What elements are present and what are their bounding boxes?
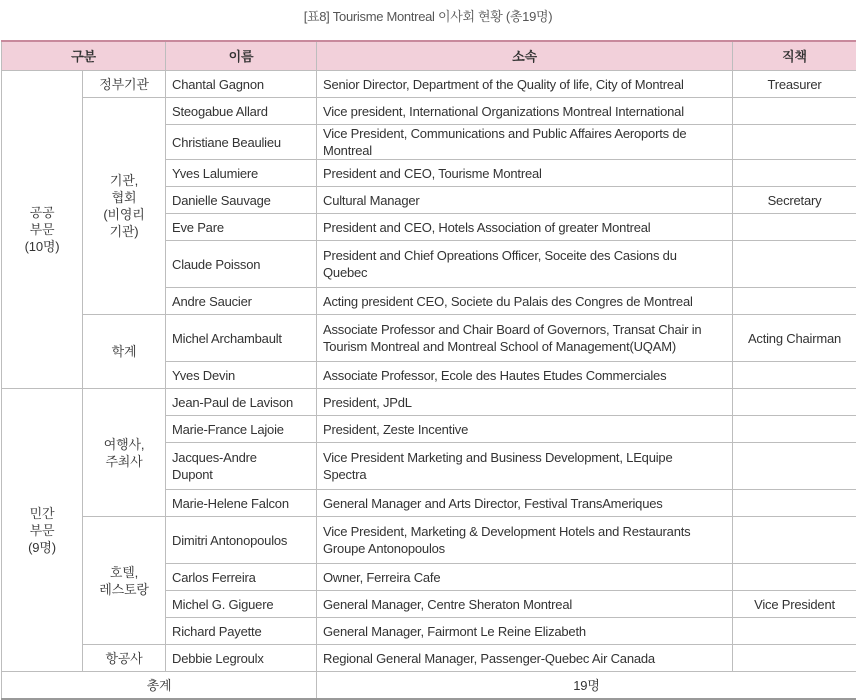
table-row	[2, 98, 856, 125]
table-row	[2, 315, 856, 362]
member-affiliation: General Manager, Centre Sheraton Montreal	[317, 591, 733, 618]
member-name: Chantal Gagnon	[166, 71, 317, 98]
table-row	[2, 645, 856, 672]
member-name: Marie-Helene Falcon	[166, 490, 317, 517]
member-position	[733, 98, 856, 125]
member-affiliation: General Manager and Arts Director, Festival TransAmeriques	[317, 490, 733, 517]
member-affiliation: President and CEO, Tourisme Montreal	[317, 160, 733, 187]
member-affiliation: Senior Director, Department of the Quality of life, City of Montreal	[317, 71, 733, 98]
member-affiliation: President, Zeste Incentive	[317, 416, 733, 443]
member-affiliation: Vice President Marketing and Business Development, LEquipe Spectra	[317, 443, 733, 490]
subgroup-government: 정부기관	[83, 71, 166, 98]
member-position: Treasurer	[733, 71, 856, 98]
subgroup-travel: 여행사, 주최사	[83, 389, 166, 517]
header-category: 구분	[2, 41, 166, 71]
header-affiliation: 소속	[317, 41, 733, 71]
member-name: Marie-France Lajoie	[166, 416, 317, 443]
subgroup-hotels: 호텔, 레스토랑	[83, 517, 166, 645]
member-position: Vice President	[733, 591, 856, 618]
member-name: Eve Pare	[166, 214, 317, 241]
header-name: 이름	[166, 41, 317, 71]
member-position	[733, 125, 856, 160]
total-label: 총계	[2, 672, 317, 700]
member-position	[733, 362, 856, 389]
member-affiliation: Cultural Manager	[317, 187, 733, 214]
member-position	[733, 645, 856, 672]
member-affiliation: Associate Professor and Chair Board of Governors, Transat Chair in Tourism Montreal and Montreal School of Management(UQAM)	[317, 315, 733, 362]
member-name: Claude Poisson	[166, 241, 317, 288]
member-affiliation: Vice President, Communications and Public Affaires Aeroports de Montreal	[317, 125, 733, 160]
table-caption: [표8] Tourisme Montreal 이사회 현황 (총19명)	[0, 6, 856, 25]
member-position	[733, 564, 856, 591]
member-affiliation: General Manager, Fairmont Le Reine Elizabeth	[317, 618, 733, 645]
group-public: 공공 부문 (10명)	[2, 71, 83, 389]
member-affiliation: Acting president CEO, Societe du Palais des Congres de Montreal	[317, 288, 733, 315]
member-position	[733, 214, 856, 241]
subgroup-airline: 항공사	[83, 645, 166, 672]
member-position	[733, 389, 856, 416]
header-position: 직책	[733, 41, 856, 71]
total-value: 19명	[317, 672, 856, 700]
table-row	[2, 71, 856, 98]
member-name: Yves Devin	[166, 362, 317, 389]
member-position: Secretary	[733, 187, 856, 214]
subgroup-academia: 학계	[83, 315, 166, 389]
table-row	[2, 517, 856, 564]
member-affiliation: Associate Professor, Ecole des Hautes Etudes Commerciales	[317, 362, 733, 389]
member-affiliation: Owner, Ferreira Cafe	[317, 564, 733, 591]
member-name: Danielle Sauvage	[166, 187, 317, 214]
member-name: Steogabue Allard	[166, 98, 317, 125]
member-affiliation: President, JPdL	[317, 389, 733, 416]
total-row	[2, 672, 856, 700]
member-affiliation: President and CEO, Hotels Association of greater Montreal	[317, 214, 733, 241]
board-members-table	[1, 40, 856, 700]
member-position	[733, 241, 856, 288]
header-row	[2, 41, 856, 71]
member-affiliation: Vice president, International Organizations Montreal International	[317, 98, 733, 125]
member-name: Debbie Legroulx	[166, 645, 317, 672]
member-position	[733, 416, 856, 443]
subgroup-institutions: 기관, 협회 (비영리 기관)	[83, 98, 166, 315]
member-name: Jacques-Andre Dupont	[166, 443, 317, 490]
member-position: Acting Chairman	[733, 315, 856, 362]
member-position	[733, 288, 856, 315]
group-private: 민간 부문 (9명)	[2, 389, 83, 672]
member-name: Michel G. Giguere	[166, 591, 317, 618]
member-position	[733, 443, 856, 490]
table-row	[2, 389, 856, 416]
member-position	[733, 490, 856, 517]
member-position	[733, 517, 856, 564]
member-name: Yves Lalumiere	[166, 160, 317, 187]
member-position	[733, 160, 856, 187]
member-position	[733, 618, 856, 645]
member-name: Carlos Ferreira	[166, 564, 317, 591]
member-name: Dimitri Antonopoulos	[166, 517, 317, 564]
member-name: Andre Saucier	[166, 288, 317, 315]
member-name: Richard Payette	[166, 618, 317, 645]
member-name: Jean-Paul de Lavison	[166, 389, 317, 416]
member-name: Michel Archambault	[166, 315, 317, 362]
member-affiliation: Vice President, Marketing & Development Hotels and Restaurants Groupe Antonopoulos	[317, 517, 733, 564]
member-affiliation: President and Chief Opreations Officer, Soceite des Casions du Quebec	[317, 241, 733, 288]
member-name: Christiane Beaulieu	[166, 125, 317, 160]
member-affiliation: Regional General Manager, Passenger-Quebec Air Canada	[317, 645, 733, 672]
